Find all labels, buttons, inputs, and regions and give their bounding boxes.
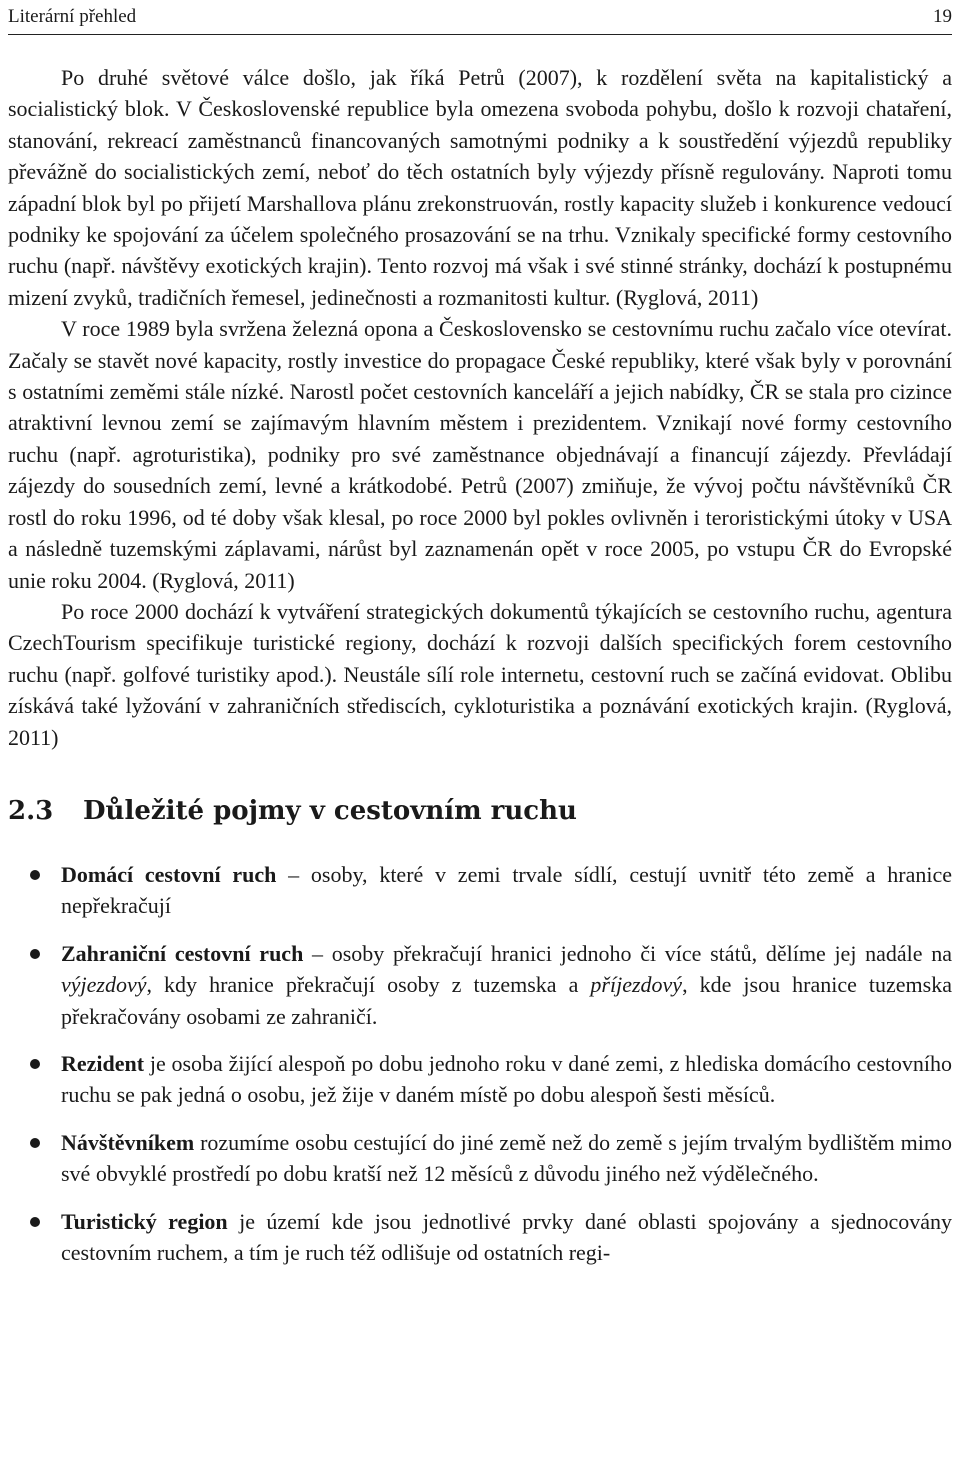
bullet-icon [30,1217,40,1227]
list-item-foreign-tourism [8,938,952,1032]
bullet-icon [30,949,40,959]
definition-text: je osoba žijící alespoň po dobu jednoho roku v dané zemi, z hlediska domácího cestovního ruchu se pak jedná o osobu, jež žije v daném místě po dobu alespoň šesti měsíců. [61,1050,952,1108]
bullet-icon [30,870,40,880]
page-header [8,0,952,35]
definition-term: Zahraniční cestovní ruch [61,940,304,966]
section-title: Důležité pojmy v cestovním ruchu [83,795,577,826]
definition-text: rozumíme osobu cestující do jiné země než do země s jejím trvalým bydlištěm mimo své obvyklé prostředí po dobu kratší než 12 měsíců z důvodu jiného než výdělečného. [61,1129,952,1187]
definition-term: Domácí cestovní ruch [61,861,277,887]
list-item-visitor [8,1127,952,1190]
page-body [8,62,952,1284]
definition-text: , kdy hranice překračují osoby z tuzemska a [146,972,591,998]
list-item-resident [8,1048,952,1111]
paragraph-2000: Po roce 2000 dochází k vytváření strategických dokumentů týkajících se cestovního ruchu, agentura CzechTourism specifikuje turistické regiony, dochází k rozvoji dalších specifických forem cestovního ruchu (např. golfové turistiky apod.). Neustále sílí role internetu, cestovní ruch se začíná evidovat. Oblibu získává také lyžování v zahraničních střediscích, cykloturistika a poznávání exotických krajin. (Ryglová, 2011) [8,598,952,750]
list-item-domestic-tourism [8,859,952,922]
bullet-icon [30,1059,40,1069]
paragraph-1989: V roce 1989 byla svržena železná opona a Československo se cestovnímu ruchu začalo více otevírat. Začaly se stavět nové kapacity, rostly investice do propagace České republiky, které však byly v porovnání s ostatními zeměmi stále nízké. Narostl počet cestovních kanceláří a jejich nabídky, ČR se stala pro cizince atraktivní levnou zemí se zajímavým hlavním městem i prezidentem. Vznikají nové formy cestovního ruchu (např. agroturistika), podniky pro své zaměstnance objednávají a financují zájezdy. Převládají zájezdy do sousedních zemí, levné a krátkodobé. Petrů (2007) zmiňuje, že vývoj počtu návštěvníků ČR rostl do roku 1996, od té doby však klesal, po roce 2000 byl pokles ovlivněn i teroristickými útoky v USA a následně tuzemskými záplavami, nárůst byl zaznamenán opět v roce 2005, po vstupu ČR do Evropské unie roku 2004. (Ryglová, 2011) [8,316,952,593]
definition-emphasis: příjezdový [590,972,683,998]
section-number: 2.3 [8,795,54,826]
list-item-tourist-region [8,1206,952,1269]
running-title: Literární přehled [8,6,137,27]
definition-list [8,859,952,1268]
bullet-icon [30,1138,40,1148]
definition-text: je území kde jsou jednotlivé prvky dané oblasti spojovány a sjednocovány cestovním ruchem, a tím je ruch též odlišuje od ostatních regi- [61,1208,952,1265]
definition-term: Návštěvníkem [61,1129,195,1155]
definition-emphasis: výjezdový [61,972,147,998]
definition-text: osoby překračují hranici jednoho či více států, dělíme jej nadále na [331,940,953,966]
page-number: 19 [933,6,952,27]
paragraph-postwar: Po druhé světové válce došlo, jak říká Petrů (2007), k rozdělení světa na kapitalistický a socialistický blok. V Československé republice byla omezena svoboda pohybu, došlo k rozvoji chataření, stanování, rekreací zaměstnanců financovaných samotnými podniky a k soustředění výjezdů republiky převážně do socialistických zemí, neboť do těch ostatních byly výjezdy přísně regulovány. Naproti tomu západní blok byl po přijetí Marshallova plánu zrekonstruován, rostly kapacity služeb i konkurence vedoucí podniky ke spojování za účelem společného prosazování se na trhu. Vznikaly specifické formy cestovního ruchu (např. návštěvy exotických krajin). Tento rozvoj má však i své stinné stránky, dochází k postupnému mizení zvyků, tradičních řemesel, jedinečnosti a rozmanitosti kultur. (Ryglová, 2011) [8,65,952,310]
section-heading [8,793,952,829]
definition-dash: – [276,861,311,887]
definition-term: Rezident [61,1050,145,1076]
definition-text: , kde jsou hranice tuzemska překračovány osobami ze zahraničí. [61,972,952,1029]
definition-dash: – [303,940,332,966]
definition-text: osoby, které v zemi trvale sídlí, cestují uvnitř této země a hranice nepřekračují [61,861,953,919]
definition-term: Turistický region [61,1208,228,1234]
